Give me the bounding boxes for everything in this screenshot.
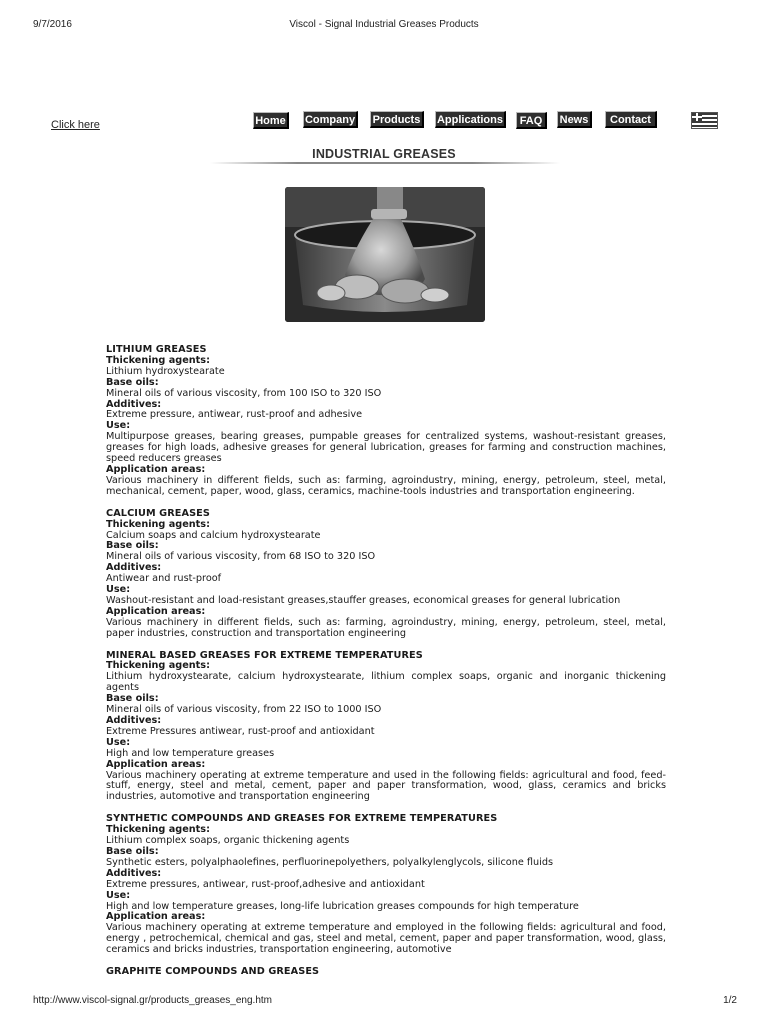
nav-home-button[interactable]: Home bbox=[253, 112, 289, 129]
print-title: Viscol - Signal Industrial Greases Products bbox=[289, 19, 479, 30]
application-label: Application areas: bbox=[106, 911, 206, 923]
additives-label: Additives: bbox=[106, 715, 162, 726]
section-lithium-greases bbox=[106, 345, 666, 498]
application-value: Various machinery operating at extreme temperature and used in the following fields: agricultural and food, feed-stuff, energy, steel and metal, cement, paper and paper transformation, wood, glass, ceramics and bricks industries, automotive and transportation engineering bbox=[106, 769, 666, 803]
thickening-label: Thickening agents: bbox=[106, 660, 210, 672]
thickening-label: Thickening agents: bbox=[106, 518, 210, 530]
application-value: Various machinery in different fields, such as: farming, agroindustry, mining, energy, petroleum, steel, metal, paper industries, construction and transportation engineering bbox=[106, 616, 666, 639]
section-synthetic-extreme-temp bbox=[106, 814, 666, 956]
section-title: SYNTHETIC COMPOUNDS AND GREASES FOR EXTREME TEMPERATURES bbox=[106, 813, 498, 825]
section-graphite-compounds bbox=[106, 967, 666, 978]
base-oils-label: Base oils: bbox=[106, 376, 159, 388]
nav-news-button[interactable]: News bbox=[557, 111, 592, 128]
section-title: CALCIUM GREASES bbox=[106, 507, 210, 519]
thickening-value: Calcium soaps and calcium hydroxystearate bbox=[106, 529, 321, 541]
section-mineral-extreme-temp bbox=[106, 651, 666, 804]
section-title: MINERAL BASED GREASES FOR EXTREME TEMPERATURES bbox=[106, 649, 423, 661]
use-label: Use: bbox=[106, 584, 131, 596]
print-footer bbox=[0, 995, 768, 1009]
additives-value: Extreme Pressures antiwear, rust-proof and antioxidant bbox=[106, 725, 375, 737]
additives-value: Antiwear and rust-proof bbox=[106, 573, 222, 585]
page-title: INDUSTRIAL GREASES bbox=[312, 147, 456, 161]
additives-label: Additives: bbox=[106, 398, 162, 410]
use-value: Washout-resistant and load-resistant greases,stauffer greases, economical greases for general lubrication bbox=[106, 594, 621, 606]
base-oils-label: Base oils: bbox=[106, 845, 159, 857]
page-number: 1/2 bbox=[723, 995, 737, 1006]
main-nav bbox=[0, 111, 768, 131]
print-date: 9/7/2016 bbox=[33, 19, 72, 30]
nav-company-button[interactable]: Company bbox=[303, 111, 358, 128]
greases-content bbox=[106, 345, 666, 989]
base-oils-value: Mineral oils of various viscosity, from 100 ISO to 320 ISO bbox=[106, 387, 382, 399]
additives-value: Extreme pressure, antiwear, rust-proof and adhesive bbox=[106, 409, 363, 421]
base-oils-value: Mineral oils of various viscosity, from 22 ISO to 1000 ISO bbox=[106, 704, 382, 716]
application-label: Application areas: bbox=[106, 605, 206, 617]
nav-products-button[interactable]: Products bbox=[370, 111, 424, 128]
grease-product-photo bbox=[285, 187, 485, 322]
base-oils-value: Synthetic esters, polyalphaolefines, perfluorinepolyethers, polyalkylenglycols, silicone fluids bbox=[106, 856, 554, 868]
thickening-label: Thickening agents: bbox=[106, 824, 210, 836]
additives-label: Additives: bbox=[106, 867, 162, 879]
thickening-value: Lithium hydroxystearate bbox=[106, 365, 225, 377]
base-oils-label: Base oils: bbox=[106, 540, 159, 552]
section-calcium-greases bbox=[106, 509, 666, 640]
base-oils-label: Base oils: bbox=[106, 693, 159, 705]
use-value: High and low temperature greases, long-life lubrication greases compounds for high temperature bbox=[106, 900, 579, 912]
use-value: High and low temperature greases bbox=[106, 747, 275, 759]
use-label: Use: bbox=[106, 420, 131, 432]
use-label: Use: bbox=[106, 889, 131, 901]
use-label: Use: bbox=[106, 736, 131, 748]
section-title: LITHIUM GREASES bbox=[106, 344, 207, 355]
base-oils-value: Mineral oils of various viscosity, from 68 ISO to 320 ISO bbox=[106, 551, 376, 563]
thickening-label: Thickening agents: bbox=[106, 354, 210, 366]
additives-value: Extreme pressures, antiwear, rust-proof,adhesive and antioxidant bbox=[106, 878, 425, 890]
print-header bbox=[0, 19, 768, 33]
application-value: Various machinery operating at extreme temperature and employed in the following fields: agricultural and food, energy , petrochemical, chemical and gas, steel and metal, cement, paper and paper transformation, wood, glass, ceramics and bricks industries, transportation engineering, automotive bbox=[106, 922, 666, 956]
click-here-link[interactable]: Click here bbox=[51, 119, 100, 131]
print-url: http://www.viscol-signal.gr/products_greases_eng.htm bbox=[33, 995, 273, 1006]
application-label: Application areas: bbox=[106, 463, 206, 475]
title-divider bbox=[210, 162, 560, 164]
greek-flag-icon[interactable] bbox=[691, 112, 718, 129]
section-title: GRAPHITE COMPOUNDS AND GREASES bbox=[106, 966, 320, 978]
additives-label: Additives: bbox=[106, 562, 162, 574]
application-value: Various machinery in different fields, such as: farming, agroindustry, mining, energy, petroleum, steel, metal, mechanical, cement, paper, wood, glass, ceramics, machine-tools industries and transportation engineering. bbox=[106, 474, 666, 497]
use-value: Multipurpose greases, bearing greases, pumpable greases for centralized systems, washout-resistant greases, greases for high loads, adhesive greases for general lubrication, greases for farming and construction machines, speed reducers greases bbox=[106, 431, 666, 465]
nav-applications-button[interactable]: Applications bbox=[435, 111, 506, 128]
application-label: Application areas: bbox=[106, 758, 206, 770]
nav-faq-button[interactable]: FAQ bbox=[516, 112, 547, 129]
thickening-value: Lithium complex soaps, organic thickening agents bbox=[106, 835, 350, 847]
nav-contact-button[interactable]: Contact bbox=[605, 111, 657, 128]
thickening-value: Lithium hydroxystearate, calcium hydroxystearate, lithium complex soaps, organic and inorganic thickening agents bbox=[106, 671, 666, 694]
